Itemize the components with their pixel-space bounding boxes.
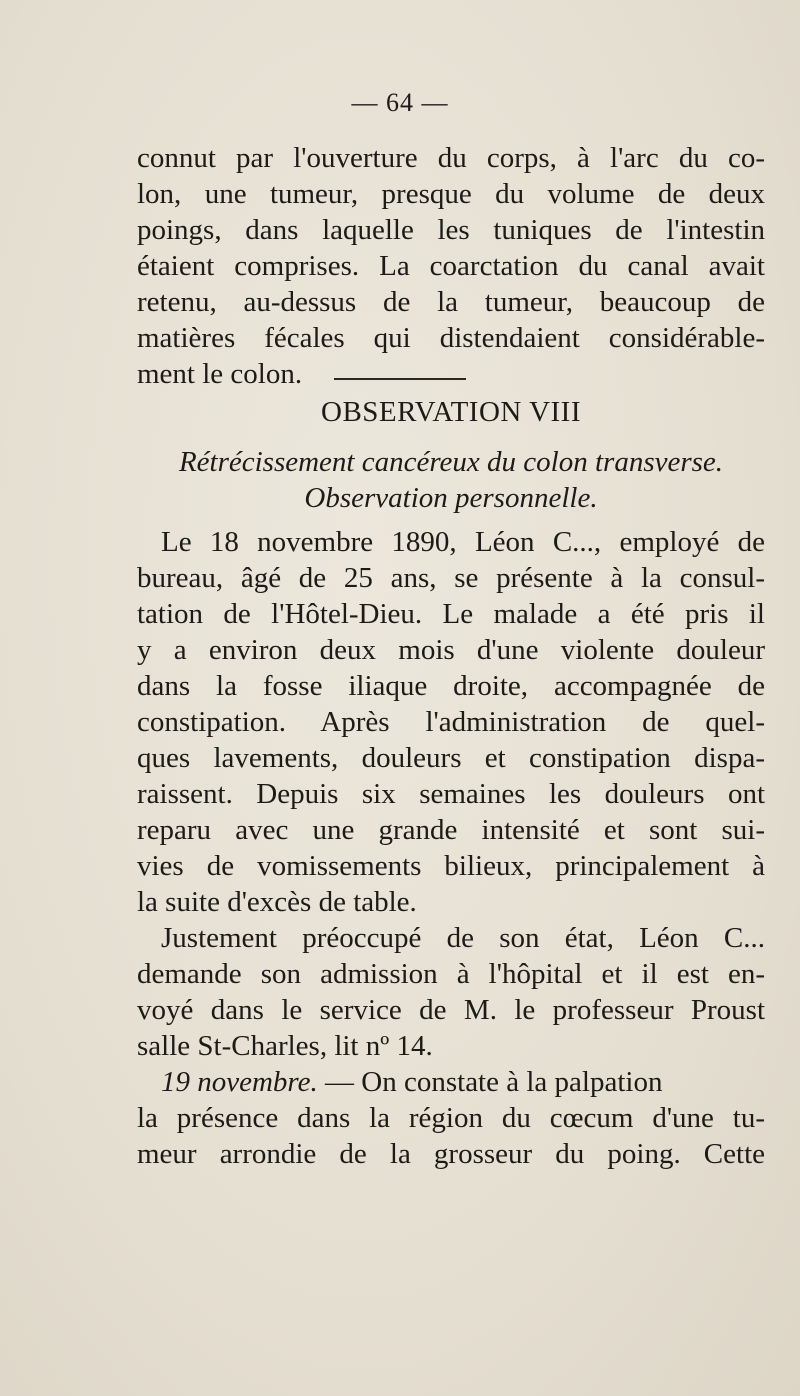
text-line: Le 18 novembre 1890, Léon C..., employé de xyxy=(161,526,765,558)
text-line: voyé dans le service de M. le professeur Proust xyxy=(137,994,765,1026)
page-number: — 64 — xyxy=(351,88,449,117)
text-line: Justement préoccupé de son état, Léon C... xyxy=(161,922,765,954)
text-line: constipation. Après l'administration de quel- xyxy=(137,706,765,738)
text-line: étaient comprises. La coarctation du canal avait xyxy=(137,250,765,282)
text-line: connut par l'ouverture du corps, à l'arc du co- xyxy=(137,142,765,174)
observation-subtitle: Rétrécissement cancéreux du colon transverse. xyxy=(178,446,724,478)
text-line: la suite d'excès de table. xyxy=(137,886,417,918)
text-line: matières fécales qui distendaient considérable- xyxy=(137,322,765,354)
text-line: reparu avec une grande intensité et sont sui- xyxy=(137,814,765,846)
text-line: salle St-Charles, lit nº 14. xyxy=(137,1030,433,1062)
section-divider xyxy=(334,378,466,380)
text-line: ques lavements, douleurs et constipation dispa- xyxy=(137,742,765,774)
observation-source: Observation personnelle. xyxy=(304,482,598,514)
text-line xyxy=(137,1064,765,1100)
text-fragment: — On constate à la palpation xyxy=(317,1066,663,1098)
text-line: retenu, au-dessus de la tumeur, beaucoup de xyxy=(137,286,765,318)
observation-title: OBSERVATION VIII xyxy=(321,396,581,428)
text-line: la présence dans la région du cœcum d'une tu- xyxy=(137,1102,765,1134)
text-line: demande son admission à l'hôpital et il est en- xyxy=(137,958,765,990)
text-line: vies de vomissements bilieux, principalement à xyxy=(137,850,765,882)
text-line: dans la fosse iliaque droite, accompagnée de xyxy=(137,670,765,702)
text-line: poings, dans laquelle les tuniques de l'intestin xyxy=(137,214,765,246)
text-line: tation de l'Hôtel-Dieu. Le malade a été pris il xyxy=(137,598,765,630)
text-line: raissent. Depuis six semaines les douleurs ont xyxy=(137,778,765,810)
text-line: lon, une tumeur, presque du volume de deux xyxy=(137,178,765,210)
text-line: y a environ deux mois d'une violente douleur xyxy=(137,634,765,666)
text-line: ment le colon. xyxy=(137,358,303,390)
text-line: meur arrondie de la grosseur du poing. Cette xyxy=(137,1138,765,1170)
observation-date: 19 novembre. xyxy=(161,1066,318,1098)
text-line: bureau, âgé de 25 ans, se présente à la consul- xyxy=(137,562,765,594)
